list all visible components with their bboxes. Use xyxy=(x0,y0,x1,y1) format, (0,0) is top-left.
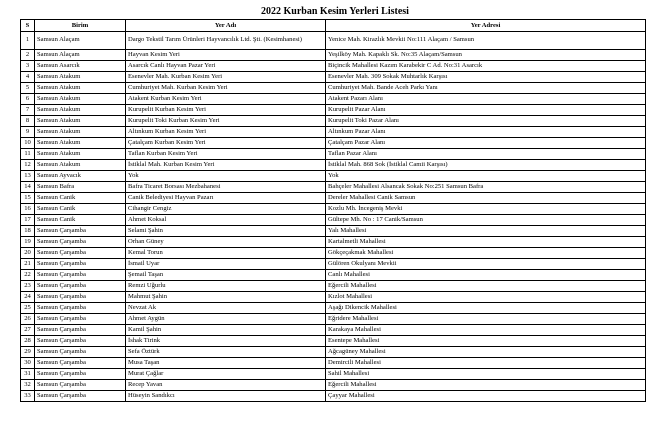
cell-s: 7 xyxy=(21,105,35,116)
cell-yer-adresi: Gültepe Mh. No : 17 Canik/Samsun xyxy=(326,215,646,226)
cell-yer-adi: İsmail Uyar xyxy=(126,259,326,270)
cell-yer-adi: Sefa Öztürk xyxy=(126,347,326,358)
header-s: S xyxy=(21,20,35,32)
header-birim: Birim xyxy=(35,20,126,32)
table-row xyxy=(21,105,646,116)
table-row xyxy=(21,380,646,391)
table-row xyxy=(21,193,646,204)
table-body xyxy=(21,32,646,402)
cell-yer-adresi: Dereler Mahallesi Canik Samsun xyxy=(326,193,646,204)
cell-s: 12 xyxy=(21,160,35,171)
cell-yer-adresi: İstiklal Mah. 868 Sok (İstiklal Camii Karşısı) xyxy=(326,160,646,171)
cell-yer-adresi: Aşağı Dikencik Mahallesi xyxy=(326,303,646,314)
cell-s: 11 xyxy=(21,149,35,160)
cell-yer-adi: Atakent Kurban Kesim Yeri xyxy=(126,94,326,105)
cell-yer-adresi: Ağcagüney Mahallesi xyxy=(326,347,646,358)
cell-s: 5 xyxy=(21,83,35,94)
cell-s: 21 xyxy=(21,259,35,270)
cell-birim: Samsun Çarşamba xyxy=(35,325,126,336)
cell-yer-adi: Selami Şahin xyxy=(126,226,326,237)
table-row xyxy=(21,347,646,358)
cell-s: 3 xyxy=(21,61,35,72)
cell-s: 19 xyxy=(21,237,35,248)
table-row xyxy=(21,226,646,237)
cell-s: 29 xyxy=(21,347,35,358)
cell-birim: Samsun Alaçam xyxy=(35,50,126,61)
cell-yer-adi: Altınkum Kurban Kesim Yeri xyxy=(126,127,326,138)
table-row xyxy=(21,248,646,259)
header-yer-adi: Yer Adı xyxy=(126,20,326,32)
cell-yer-adi: Bafra Ticaret Borsası Mezbahanesi xyxy=(126,182,326,193)
cell-yer-adi: Esenevler Mah. Kurban Kesim Yeri xyxy=(126,72,326,83)
cell-yer-adresi: Çatalçam Pazar Alanı xyxy=(326,138,646,149)
cell-s: 15 xyxy=(21,193,35,204)
cell-yer-adresi: Altınkum Pazar Alanı xyxy=(326,127,646,138)
cell-yer-adi: Kurupelit Toki Kurban Kesim Yeri xyxy=(126,116,326,127)
cell-yer-adresi: Eğridere Mahallesi xyxy=(326,314,646,325)
cell-yer-adresi: Karakaya Mahallesi xyxy=(326,325,646,336)
cell-birim: Samsun Çarşamba xyxy=(35,226,126,237)
cell-yer-adi: Yok xyxy=(126,171,326,182)
cell-yer-adi: Asarcık Canlı Hayvan Pazar Yeri xyxy=(126,61,326,72)
cell-yer-adi: Ahmet Koksal xyxy=(126,215,326,226)
cell-yer-adi: Çatalçam Kurban Kesim Yeri xyxy=(126,138,326,149)
cell-s: 17 xyxy=(21,215,35,226)
cell-yer-adi: İshak Tirink xyxy=(126,336,326,347)
cell-yer-adresi: Sahil Mahallesi xyxy=(326,369,646,380)
cell-s: 25 xyxy=(21,303,35,314)
cell-s: 30 xyxy=(21,358,35,369)
cell-s: 31 xyxy=(21,369,35,380)
cell-s: 2 xyxy=(21,50,35,61)
cell-birim: Samsun Çarşamba xyxy=(35,259,126,270)
cell-yer-adi: Orhan Güney xyxy=(126,237,326,248)
cell-yer-adresi: Cumhuriyet Mah. Bande Aceh Parkı Yanı xyxy=(326,83,646,94)
cell-birim: Samsun Çarşamba xyxy=(35,380,126,391)
cell-s: 1 xyxy=(21,32,35,50)
cell-yer-adi: Recep Yavan xyxy=(126,380,326,391)
table-row xyxy=(21,127,646,138)
table-row xyxy=(21,171,646,182)
table-row xyxy=(21,391,646,402)
cell-yer-adresi: Kızlot Mahallesi xyxy=(326,292,646,303)
table-row xyxy=(21,303,646,314)
cell-yer-adresi: Kurupelit Toki Pazar Alanı xyxy=(326,116,646,127)
table-row xyxy=(21,259,646,270)
cell-yer-adresi: Biçincik Mahallesi Kazım Karabekir C Ad. No:31 Asarcık xyxy=(326,61,646,72)
table-row xyxy=(21,182,646,193)
cell-birim: Samsun Çarşamba xyxy=(35,237,126,248)
table-row xyxy=(21,314,646,325)
table-row xyxy=(21,336,646,347)
cell-s: 23 xyxy=(21,281,35,292)
cell-yer-adresi: Kurupelit Pazar Alanı xyxy=(326,105,646,116)
cell-yer-adi: Cumhuriyet Mah. Kurban Kesim Yeri xyxy=(126,83,326,94)
cell-birim: Samsun Çarşamba xyxy=(35,369,126,380)
cell-s: 8 xyxy=(21,116,35,127)
cell-yer-adresi: Bahçeler Mahallesi Alsancak Sokak No:251 Samsun Bafra xyxy=(326,182,646,193)
table-row xyxy=(21,149,646,160)
cell-yer-adresi: Esenevler Mah. 309 Sokak Muhtarlık Karşısı xyxy=(326,72,646,83)
table-row xyxy=(21,94,646,105)
table-row xyxy=(21,50,646,61)
cell-yer-adi: Musa Taşan xyxy=(126,358,326,369)
cell-s: 28 xyxy=(21,336,35,347)
table-row xyxy=(21,358,646,369)
cell-yer-adresi: Çayyar Mahallesi xyxy=(326,391,646,402)
cell-yer-adi: Kemal Torun xyxy=(126,248,326,259)
cell-yer-adresi: Eğercili Mahallesi xyxy=(326,281,646,292)
cell-birim: Samsun Canik xyxy=(35,204,126,215)
cell-birim: Samsun Atakum xyxy=(35,149,126,160)
cell-s: 13 xyxy=(21,171,35,182)
cell-birim: Samsun Çarşamba xyxy=(35,292,126,303)
table-row xyxy=(21,61,646,72)
cell-birim: Samsun Atakum xyxy=(35,105,126,116)
cell-yer-adi: Kamil Şahin xyxy=(126,325,326,336)
kurban-kesim-table xyxy=(20,19,646,402)
cell-yer-adresi: Kozlu Mh. İncegeniş Mevki xyxy=(326,204,646,215)
cell-birim: Samsun Çarşamba xyxy=(35,281,126,292)
cell-s: 4 xyxy=(21,72,35,83)
cell-yer-adresi: Esentepe Mahallesi xyxy=(326,336,646,347)
table-row xyxy=(21,369,646,380)
cell-yer-adresi: Eğercili Mahallesi xyxy=(326,380,646,391)
cell-birim: Samsun Atakum xyxy=(35,83,126,94)
cell-yer-adresi: Yeşilköy Mah. Kapaklı Sk. No:35 Alaçam/Samsun xyxy=(326,50,646,61)
cell-s: 16 xyxy=(21,204,35,215)
table-header-row xyxy=(21,20,646,32)
cell-yer-adi: Mahmut Şahin xyxy=(126,292,326,303)
cell-s: 33 xyxy=(21,391,35,402)
cell-birim: Samsun Bafra xyxy=(35,182,126,193)
table-row xyxy=(21,160,646,171)
cell-birim: Samsun Çarşamba xyxy=(35,248,126,259)
cell-birim: Samsun Çarşamba xyxy=(35,336,126,347)
cell-birim: Samsun Atakum xyxy=(35,72,126,83)
cell-yer-adi: Taflan Kurban Kesim Yeri xyxy=(126,149,326,160)
cell-yer-adi: Dargo Tekstil Tarım Ürünleri Hayvancılık Ltd. Şti. (Kesimhanesi) xyxy=(126,32,326,50)
cell-birim: Samsun Atakum xyxy=(35,94,126,105)
table-row xyxy=(21,72,646,83)
cell-birim: Samsun Çarşamba xyxy=(35,303,126,314)
cell-yer-adresi: Demircili Mahallesi xyxy=(326,358,646,369)
cell-yer-adi: Canik Belediyesi Hayvan Pazarı xyxy=(126,193,326,204)
cell-yer-adresi: Yok xyxy=(326,171,646,182)
cell-yer-adresi: Gülören Okulyanı Mevkii xyxy=(326,259,646,270)
cell-birim: Samsun Asarcık xyxy=(35,61,126,72)
cell-birim: Samsun Ayvacık xyxy=(35,171,126,182)
table-row xyxy=(21,215,646,226)
cell-yer-adresi: Atakent Pazarı Alanı xyxy=(326,94,646,105)
cell-yer-adresi: Taflan Pazar Alanı xyxy=(326,149,646,160)
cell-birim: Samsun Alaçam xyxy=(35,32,126,50)
cell-s: 32 xyxy=(21,380,35,391)
cell-yer-adi: Remzi Uğurlu xyxy=(126,281,326,292)
cell-s: 18 xyxy=(21,226,35,237)
cell-yer-adi: Ahmet Aygün xyxy=(126,314,326,325)
table-row xyxy=(21,270,646,281)
cell-yer-adresi: Yenice Mah. Kirazlık Mevkii No:111 Alaçam / Samsun xyxy=(326,32,646,50)
table-row xyxy=(21,292,646,303)
table-row xyxy=(21,138,646,149)
cell-yer-adi: Hayvan Kesim Yeri xyxy=(126,50,326,61)
cell-birim: Samsun Atakum xyxy=(35,138,126,149)
cell-birim: Samsun Atakum xyxy=(35,116,126,127)
cell-s: 14 xyxy=(21,182,35,193)
table-row xyxy=(21,204,646,215)
cell-s: 27 xyxy=(21,325,35,336)
cell-yer-adresi: Yalı Mahallesi xyxy=(326,226,646,237)
cell-s: 10 xyxy=(21,138,35,149)
cell-yer-adi: Cihangir Cengiz xyxy=(126,204,326,215)
cell-birim: Samsun Çarşamba xyxy=(35,391,126,402)
cell-yer-adi: Murat Çağlar xyxy=(126,369,326,380)
cell-s: 6 xyxy=(21,94,35,105)
table-row xyxy=(21,325,646,336)
cell-birim: Samsun Canik xyxy=(35,215,126,226)
table-row xyxy=(21,237,646,248)
cell-birim: Samsun Çarşamba xyxy=(35,270,126,281)
page-title: 2022 Kurban Kesim Yerleri Listesi xyxy=(261,6,409,17)
cell-s: 20 xyxy=(21,248,35,259)
cell-s: 26 xyxy=(21,314,35,325)
table-row xyxy=(21,281,646,292)
header-yer-adresi: Yer Adresi xyxy=(326,20,646,32)
cell-yer-adi: Şemail Taşan xyxy=(126,270,326,281)
cell-yer-adi: Kurupelit Kurban Kesim Yeri xyxy=(126,105,326,116)
cell-yer-adi: Hüseyin Sandıkcı xyxy=(126,391,326,402)
cell-s: 9 xyxy=(21,127,35,138)
table-row xyxy=(21,116,646,127)
cell-yer-adi: Nevzat Ak xyxy=(126,303,326,314)
cell-yer-adresi: Kartalmetli Mahallesi xyxy=(326,237,646,248)
cell-birim: Samsun Atakum xyxy=(35,127,126,138)
cell-birim: Samsun Çarşamba xyxy=(35,314,126,325)
cell-birim: Samsun Çarşamba xyxy=(35,347,126,358)
table-row xyxy=(21,83,646,94)
cell-birim: Samsun Atakum xyxy=(35,160,126,171)
cell-s: 24 xyxy=(21,292,35,303)
cell-yer-adi: İstiklal Mah. Kurban Kesim Yeri xyxy=(126,160,326,171)
cell-birim: Samsun Çarşamba xyxy=(35,358,126,369)
cell-yer-adresi: Canlı Mahallesi xyxy=(326,270,646,281)
cell-yer-adresi: Gökçeçakmak Mahallesi xyxy=(326,248,646,259)
table-row xyxy=(21,32,646,50)
cell-birim: Samsun Canik xyxy=(35,193,126,204)
cell-s: 22 xyxy=(21,270,35,281)
